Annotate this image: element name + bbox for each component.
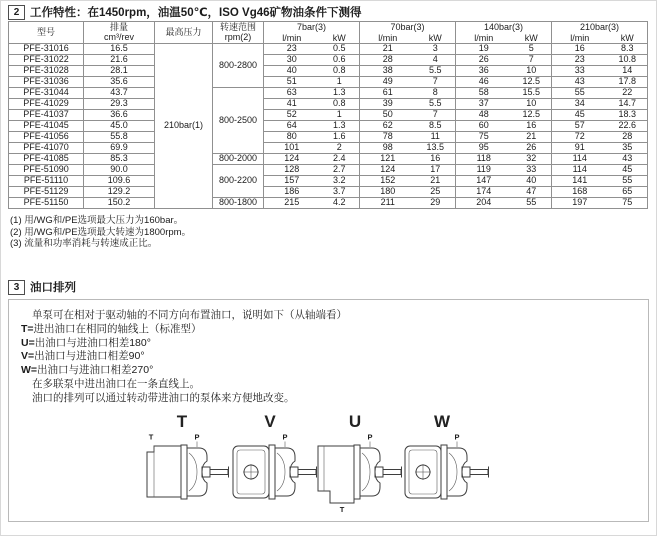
flow-cell: 34 (552, 99, 608, 110)
flow-cell: 51 (264, 77, 320, 88)
flow-cell: 62 (360, 121, 416, 132)
port-text-line: U=出油口与进油口相差180° (21, 336, 151, 349)
table-row (9, 44, 648, 55)
power-cell: 12.5 (512, 77, 552, 88)
power-cell: 26 (512, 143, 552, 154)
displacement-cell: 109.6 (84, 176, 155, 187)
model-cell: PFE-31036 (9, 77, 84, 88)
power-cell: 16 (512, 121, 552, 132)
col-header-displacement (84, 22, 155, 44)
port-label-p: P (454, 432, 460, 442)
flow-cell: 36 (456, 66, 512, 77)
port-text-line: 在多联泵中进出油口在一条直线上。 (32, 377, 200, 390)
subheader-kw-210bar: kW (608, 34, 648, 44)
port-text-line: V=出油口与进油口相差90° (21, 350, 145, 363)
power-cell: 35 (608, 143, 648, 154)
power-cell: 22 (608, 88, 648, 99)
col-header-speed-line2: rpm(2) (224, 31, 252, 42)
power-cell: 12.5 (512, 110, 552, 121)
flow-cell: 48 (456, 110, 512, 121)
flow-cell: 21 (360, 44, 416, 55)
power-cell: 22.6 (608, 121, 648, 132)
port-arrangement-box (8, 299, 649, 522)
table-row (9, 154, 648, 165)
table-row (9, 187, 648, 198)
flow-cell: 63 (264, 88, 320, 99)
port-label-t: T (148, 432, 154, 442)
subheader-lmin-70bar: l/min (360, 34, 416, 44)
section3-heading (8, 279, 76, 295)
port-label-p: P (367, 432, 373, 442)
flow-cell: 75 (456, 132, 512, 143)
model-cell: PFE-41029 (9, 99, 84, 110)
max-pressure-cell: 210bar(1) (155, 44, 213, 209)
power-cell: 1 (320, 110, 360, 121)
power-cell: 33 (512, 165, 552, 176)
table-row (9, 99, 648, 110)
model-cell: PFE-41056 (9, 132, 84, 143)
model-cell: PFE-41070 (9, 143, 84, 154)
diagram-letter: W (433, 412, 451, 431)
col-header-210bar: 210bar(3) (552, 22, 648, 34)
flow-cell: 60 (456, 121, 512, 132)
footnote-line: (3) 流量和功率消耗与转速成正比。 (10, 238, 158, 249)
flow-cell: 41 (264, 99, 320, 110)
col-header-max-pressure: 最高压力 (155, 22, 213, 44)
power-cell: 13.5 (416, 143, 456, 154)
flow-cell: 26 (456, 55, 512, 66)
power-cell: 0.6 (320, 55, 360, 66)
footnotes (10, 215, 191, 250)
speed-range-cell: 800-1800 (213, 198, 264, 209)
table-row (9, 55, 648, 66)
subheader-kw-7bar: kW (320, 34, 360, 44)
flow-cell: 215 (264, 198, 320, 209)
power-cell: 7 (416, 77, 456, 88)
port-label-p: P (282, 432, 288, 442)
table-row (9, 110, 648, 121)
flow-cell: 174 (456, 187, 512, 198)
flow-cell: 23 (264, 44, 320, 55)
flow-cell: 40 (264, 66, 320, 77)
subheader-kw-140bar: kW (512, 34, 552, 44)
power-cell: 28 (608, 132, 648, 143)
table-row (9, 198, 648, 209)
power-cell: 65 (608, 187, 648, 198)
displacement-cell: 43.7 (84, 88, 155, 99)
power-cell: 14.7 (608, 99, 648, 110)
power-cell: 0.5 (320, 44, 360, 55)
power-cell: 29 (416, 198, 456, 209)
power-cell: 8 (416, 88, 456, 99)
model-cell: PFE-31022 (9, 55, 84, 66)
port-label-t-bottom: T (339, 505, 345, 513)
section2-title: 工作特性：在1450rpm，油温50℃，ISO Vg46矿物油条件下测得 (30, 7, 362, 19)
flow-cell: 30 (264, 55, 320, 66)
displacement-cell: 129.2 (84, 187, 155, 198)
flow-cell: 38 (360, 66, 416, 77)
flow-cell: 28 (360, 55, 416, 66)
model-cell: PFE-51110 (9, 176, 84, 187)
displacement-cell: 150.2 (84, 198, 155, 209)
power-cell: 2 (320, 143, 360, 154)
model-cell: PFE-31016 (9, 44, 84, 55)
power-cell: 1.3 (320, 121, 360, 132)
power-cell: 55 (512, 198, 552, 209)
flow-cell: 55 (552, 88, 608, 99)
power-cell: 5.5 (416, 66, 456, 77)
diagram-letter: U (348, 412, 362, 431)
flow-cell: 33 (552, 66, 608, 77)
power-cell: 10 (512, 99, 552, 110)
subheader-lmin-210bar: l/min (552, 34, 608, 44)
power-cell: 7 (512, 55, 552, 66)
flow-cell: 45 (552, 110, 608, 121)
flow-cell: 43 (552, 77, 608, 88)
power-cell: 11 (416, 132, 456, 143)
power-cell: 2.7 (320, 165, 360, 176)
model-cell: PFE-41037 (9, 110, 84, 121)
power-cell: 10.8 (608, 55, 648, 66)
power-cell: 1 (320, 77, 360, 88)
model-cell: PFE-51129 (9, 187, 84, 198)
power-cell: 45 (608, 165, 648, 176)
flow-cell: 114 (552, 154, 608, 165)
power-cell: 5 (512, 44, 552, 55)
flow-cell: 19 (456, 44, 512, 55)
power-cell: 5.5 (416, 99, 456, 110)
col-header-model: 型号 (9, 22, 84, 44)
power-cell: 75 (608, 198, 648, 209)
port-text-line: 单泵可在相对于驱动轴的不同方向布置油口，说明如下（从轴端看） (32, 309, 347, 321)
flow-cell: 95 (456, 143, 512, 154)
displacement-cell: 69.9 (84, 143, 155, 154)
subheader-kw-70bar: kW (416, 34, 456, 44)
power-cell: 21 (512, 132, 552, 143)
power-cell: 1.6 (320, 132, 360, 143)
flow-cell: 49 (360, 77, 416, 88)
col-header-7bar: 7bar(3) (264, 22, 360, 34)
model-cell: PFE-31044 (9, 88, 84, 99)
displacement-cell: 21.6 (84, 55, 155, 66)
subheader-lmin-7bar: l/min (264, 34, 320, 44)
table-row (9, 165, 648, 176)
model-cell: PFE-41085 (9, 154, 84, 165)
table-row (9, 121, 648, 132)
col-header-displacement-line1: 排量 (109, 22, 128, 32)
power-cell: 18.3 (608, 110, 648, 121)
flow-cell: 58 (456, 88, 512, 99)
flow-cell: 101 (264, 143, 320, 154)
power-cell: 0.8 (320, 66, 360, 77)
pump-drawing (397, 431, 517, 513)
diagram-letter: V (264, 412, 276, 431)
footnote-line: (2) 用/WG和/PE选项最大转速为1800rpm。 (10, 226, 192, 238)
flow-cell: 46 (456, 77, 512, 88)
flow-cell: 78 (360, 132, 416, 143)
col-header-140bar: 140bar(3) (456, 22, 552, 34)
flow-cell: 157 (264, 176, 320, 187)
flow-cell: 168 (552, 187, 608, 198)
port-text-line: W=出油口与进油口相差270° (21, 364, 154, 377)
flow-cell: 98 (360, 143, 416, 154)
power-cell: 1.3 (320, 88, 360, 99)
section2-number-box: 2 (8, 5, 25, 20)
flow-cell: 119 (456, 165, 512, 176)
power-cell: 47 (512, 187, 552, 198)
flow-cell: 91 (552, 143, 608, 154)
flow-cell: 124 (360, 165, 416, 176)
power-cell: 21 (416, 176, 456, 187)
power-cell: 43 (608, 154, 648, 165)
displacement-cell: 36.6 (84, 110, 155, 121)
flow-cell: 61 (360, 88, 416, 99)
model-cell: PFE-31028 (9, 66, 84, 77)
flow-cell: 124 (264, 154, 320, 165)
table-row (9, 77, 648, 88)
flow-cell: 23 (552, 55, 608, 66)
speed-range-cell: 800-2500 (213, 88, 264, 154)
power-cell: 40 (512, 176, 552, 187)
model-cell: PFE-41045 (9, 121, 84, 132)
power-cell: 8.5 (416, 121, 456, 132)
power-cell: 17 (416, 165, 456, 176)
power-cell: 3.7 (320, 187, 360, 198)
section2-heading (8, 4, 362, 20)
flow-cell: 141 (552, 176, 608, 187)
flow-cell: 114 (552, 165, 608, 176)
power-cell: 3 (416, 44, 456, 55)
power-cell: 4 (416, 55, 456, 66)
flow-cell: 128 (264, 165, 320, 176)
displacement-cell: 29.3 (84, 99, 155, 110)
pump-diagram-w (397, 413, 517, 513)
model-cell: PFE-51150 (9, 198, 84, 209)
table-row (9, 66, 648, 77)
col-header-70bar: 70bar(3) (360, 22, 456, 34)
power-cell: 0.8 (320, 99, 360, 110)
port-text-line: 油口的排列可以通过转动带进油口的泵体来方便地改变。 (32, 391, 295, 404)
port-label-p: P (194, 432, 200, 442)
col-header-speed-line1: 转速范围 (219, 22, 256, 32)
power-cell: 32 (512, 154, 552, 165)
col-header-displacement-line2: cm³/rev (104, 31, 134, 42)
displacement-cell: 16.5 (84, 44, 155, 55)
power-cell: 55 (608, 176, 648, 187)
section3-title: 油口排列 (30, 282, 76, 294)
speed-range-cell: 800-2800 (213, 44, 264, 88)
flow-cell: 37 (456, 99, 512, 110)
flow-cell: 80 (264, 132, 320, 143)
flow-cell: 16 (552, 44, 608, 55)
displacement-cell: 45.0 (84, 121, 155, 132)
table-row (9, 143, 648, 154)
flow-cell: 52 (264, 110, 320, 121)
power-cell: 2.4 (320, 154, 360, 165)
power-cell: 25 (416, 187, 456, 198)
flow-cell: 50 (360, 110, 416, 121)
port-arrangement-text (21, 309, 347, 406)
col-header-speed-range (213, 22, 264, 44)
power-cell: 16 (416, 154, 456, 165)
displacement-cell: 85.3 (84, 154, 155, 165)
model-cell: PFE-51090 (9, 165, 84, 176)
flow-cell: 72 (552, 132, 608, 143)
displacement-cell: 90.0 (84, 165, 155, 176)
power-cell: 3.2 (320, 176, 360, 187)
diagram-letter: T (176, 412, 188, 431)
displacement-cell: 55.8 (84, 132, 155, 143)
spec-table (8, 21, 648, 209)
flow-cell: 64 (264, 121, 320, 132)
flow-cell: 186 (264, 187, 320, 198)
table-row (9, 176, 648, 187)
power-cell: 7 (416, 110, 456, 121)
table-row (9, 132, 648, 143)
displacement-cell: 35.6 (84, 77, 155, 88)
speed-range-cell: 800-2000 (213, 154, 264, 165)
table-row (9, 88, 648, 99)
port-text-line: T=进出油口在相同的轴线上（标准型） (21, 322, 202, 335)
section3-number-box: 3 (8, 280, 25, 295)
flow-cell: 180 (360, 187, 416, 198)
flow-cell: 211 (360, 198, 416, 209)
flow-cell: 204 (456, 198, 512, 209)
flow-cell: 197 (552, 198, 608, 209)
power-cell: 14 (608, 66, 648, 77)
power-cell: 4.2 (320, 198, 360, 209)
flow-cell: 152 (360, 176, 416, 187)
power-cell: 15.5 (512, 88, 552, 99)
power-cell: 17.8 (608, 77, 648, 88)
speed-range-cell: 800-2200 (213, 165, 264, 198)
footnote-line: (1) 用/WG和/PE选项最大压力为160bar。 (10, 215, 184, 226)
flow-cell: 121 (360, 154, 416, 165)
flow-cell: 118 (456, 154, 512, 165)
displacement-cell: 28.1 (84, 66, 155, 77)
power-cell: 10 (512, 66, 552, 77)
subheader-lmin-140bar: l/min (456, 34, 512, 44)
flow-cell: 57 (552, 121, 608, 132)
power-cell: 8.3 (608, 44, 648, 55)
flow-cell: 39 (360, 99, 416, 110)
flow-cell: 147 (456, 176, 512, 187)
